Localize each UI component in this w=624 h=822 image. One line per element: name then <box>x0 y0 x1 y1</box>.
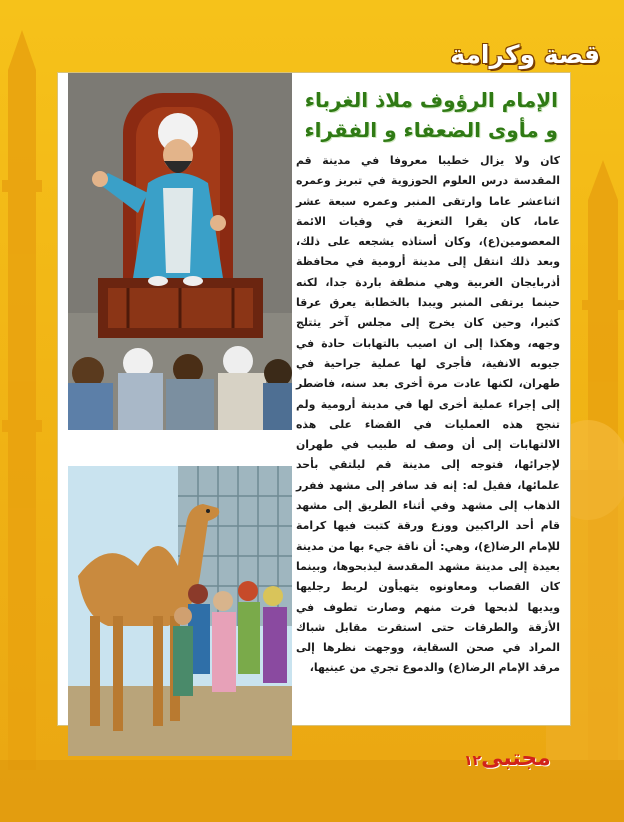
article-body <box>296 151 560 679</box>
section-tag: قصة وكرامة <box>450 40 600 69</box>
magazine-name: مجتبى <box>481 746 551 771</box>
illustration-camel-in-courtyard <box>68 466 292 756</box>
article-paragraph: كان ولا يزال خطيبا معروفا في مدينة قم المقدسة درس العلوم الحوزوية في تبريز وعمره اثناعشر عاما وارتقى المنبر وعمره سبعة عشر عاما، كان يقرا التعزية في وفيات الائمة المعصومين(ع)، وكان أستاذه يشجعه على ذلك، وبعد ذلك انتقل إلى مدينة أرومية في محافظة أذربايجان الغربية وهي منطقة باردة جدا، لكنه حينما يرتقى المنبر ويبدا بالخطابة يعرق عرقا كثيرا، وحين كان يخرج إلى مجلس آخر يثتلج وجهه، وهكذا إلى ان اصيب بالتهابات حادة في جيوبه الانفية، فأجرى لها عملية جراحية في طهران، لكنها عادت مرة أخرى بعد سنه، فاضطر إلى إجراء عملية أخرى لها في مدينة أرومية ولم تنجح هذه العمليات في القضاء على هذه الالتهابات إلى أن وصف له طبيب في طهران لإجرائها، فتوجه إلى مدينة قم ليلتقي بأحد علمائها، فقيل له: إنه قد سافر إلى مشهد ففرر الذهاب إلى مشهد وفي أثناء الطريق إلى مشهد قام أحد الراكبين ووزع ورقة كتبت فيها كرامة للإمام الرضا(ع)، وهي: أن ناقة جيء بها من مدينة بعيدة إلى مدينة مشهد المقدسة ليذبحوها، وبينما كان القصاب ومعاونوه يتهيأون لربط رجليها ويديها لذبحها فرت منهم وصارت تطوف في الأزقة والطرقات حتى استقرت مقابل شباك المراد في صحن السقاية، ووجهت نظرها إلى مرقد الإمام الرضا(ع) والدموع تجري من عينيها، <box>296 154 560 675</box>
magazine-logo <box>464 746 551 771</box>
illustration-cleric-on-pulpit <box>68 73 292 430</box>
article-title-line-1: الإمام الرؤوف ملاذ الغرباء <box>304 88 558 112</box>
article-title-line-2: و مأوى الضعفاء و الفقراء <box>304 118 558 142</box>
page-number: ١٢ <box>464 753 482 769</box>
